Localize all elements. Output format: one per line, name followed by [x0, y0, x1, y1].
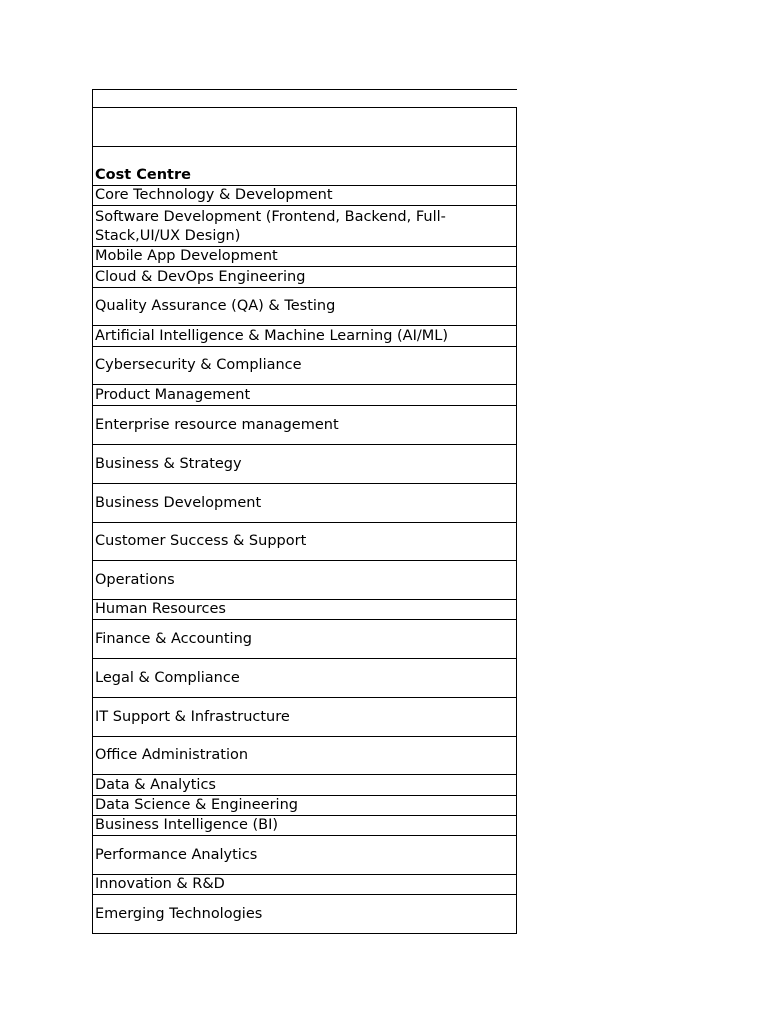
cost-centre-name: Innovation & R&D — [95, 876, 225, 892]
cost-centre-name: Customer Success & Support — [95, 533, 307, 549]
table-row — [92, 600, 517, 620]
table-row — [92, 186, 517, 206]
table-row — [92, 875, 517, 895]
table-row — [92, 326, 517, 347]
cost-centre-name: IT Support & Infrastructure — [95, 708, 290, 725]
table-row — [92, 484, 517, 523]
table-row-blank-1 — [92, 89, 517, 108]
table-row — [92, 895, 517, 934]
cost-centre-name: Emerging Technologies — [95, 905, 263, 922]
table-row — [92, 206, 517, 247]
table-row — [92, 523, 517, 561]
table-row — [92, 288, 517, 326]
table-header-cell — [92, 147, 517, 186]
cost-centre-name: Finance & Accounting — [95, 630, 252, 647]
table-row — [92, 347, 517, 385]
cost-centre-table — [92, 89, 517, 934]
table-row — [92, 796, 517, 816]
table-row — [92, 247, 517, 267]
cost-centre-name: Core Technology & Development — [95, 187, 333, 203]
cost-centre-name: Business & Strategy — [95, 455, 242, 472]
cost-centre-name: Operations — [95, 571, 175, 588]
cost-centre-name: Artificial Intelligence & Machine Learning (AI/ML) — [95, 328, 448, 344]
table-row — [92, 445, 517, 484]
cost-centre-name: Enterprise resource management — [95, 416, 339, 433]
cost-centre-name: Quality Assurance (QA) & Testing — [95, 298, 336, 314]
cost-centre-name: Product Management — [95, 387, 251, 403]
table-row — [92, 385, 517, 406]
cost-centre-name: Office Administration — [95, 747, 249, 763]
cost-centre-name: Business Development — [95, 494, 262, 511]
table-row — [92, 659, 517, 698]
table-row — [92, 561, 517, 600]
cost-centre-name: Data & Analytics — [95, 777, 216, 793]
table-row — [92, 775, 517, 796]
cost-centre-name: Legal & Compliance — [95, 669, 240, 686]
cost-centre-name: Software Development (Frontend, Backend, Full-Stack,UI/UX Design) — [95, 209, 446, 244]
table-row — [92, 698, 517, 737]
table-row — [92, 620, 517, 659]
column-header-cost-centre: Cost Centre — [95, 167, 191, 183]
cost-centre-name: Data Science & Engineering — [95, 797, 298, 813]
table-row — [92, 267, 517, 288]
table-row-blank-2 — [92, 108, 517, 147]
cost-centre-name: Cloud & DevOps Engineering — [95, 269, 306, 285]
table-row — [92, 816, 517, 836]
table-row — [92, 406, 517, 445]
cost-centre-name: Performance Analytics — [95, 846, 258, 863]
cost-centre-name: Cybersecurity & Compliance — [95, 357, 302, 373]
cost-centre-name: Business Intelligence (BI) — [95, 817, 279, 833]
cost-centre-name: Human Resources — [95, 601, 226, 617]
cost-centre-name: Mobile App Development — [95, 248, 278, 264]
table-row — [92, 737, 517, 775]
table-row — [92, 836, 517, 875]
